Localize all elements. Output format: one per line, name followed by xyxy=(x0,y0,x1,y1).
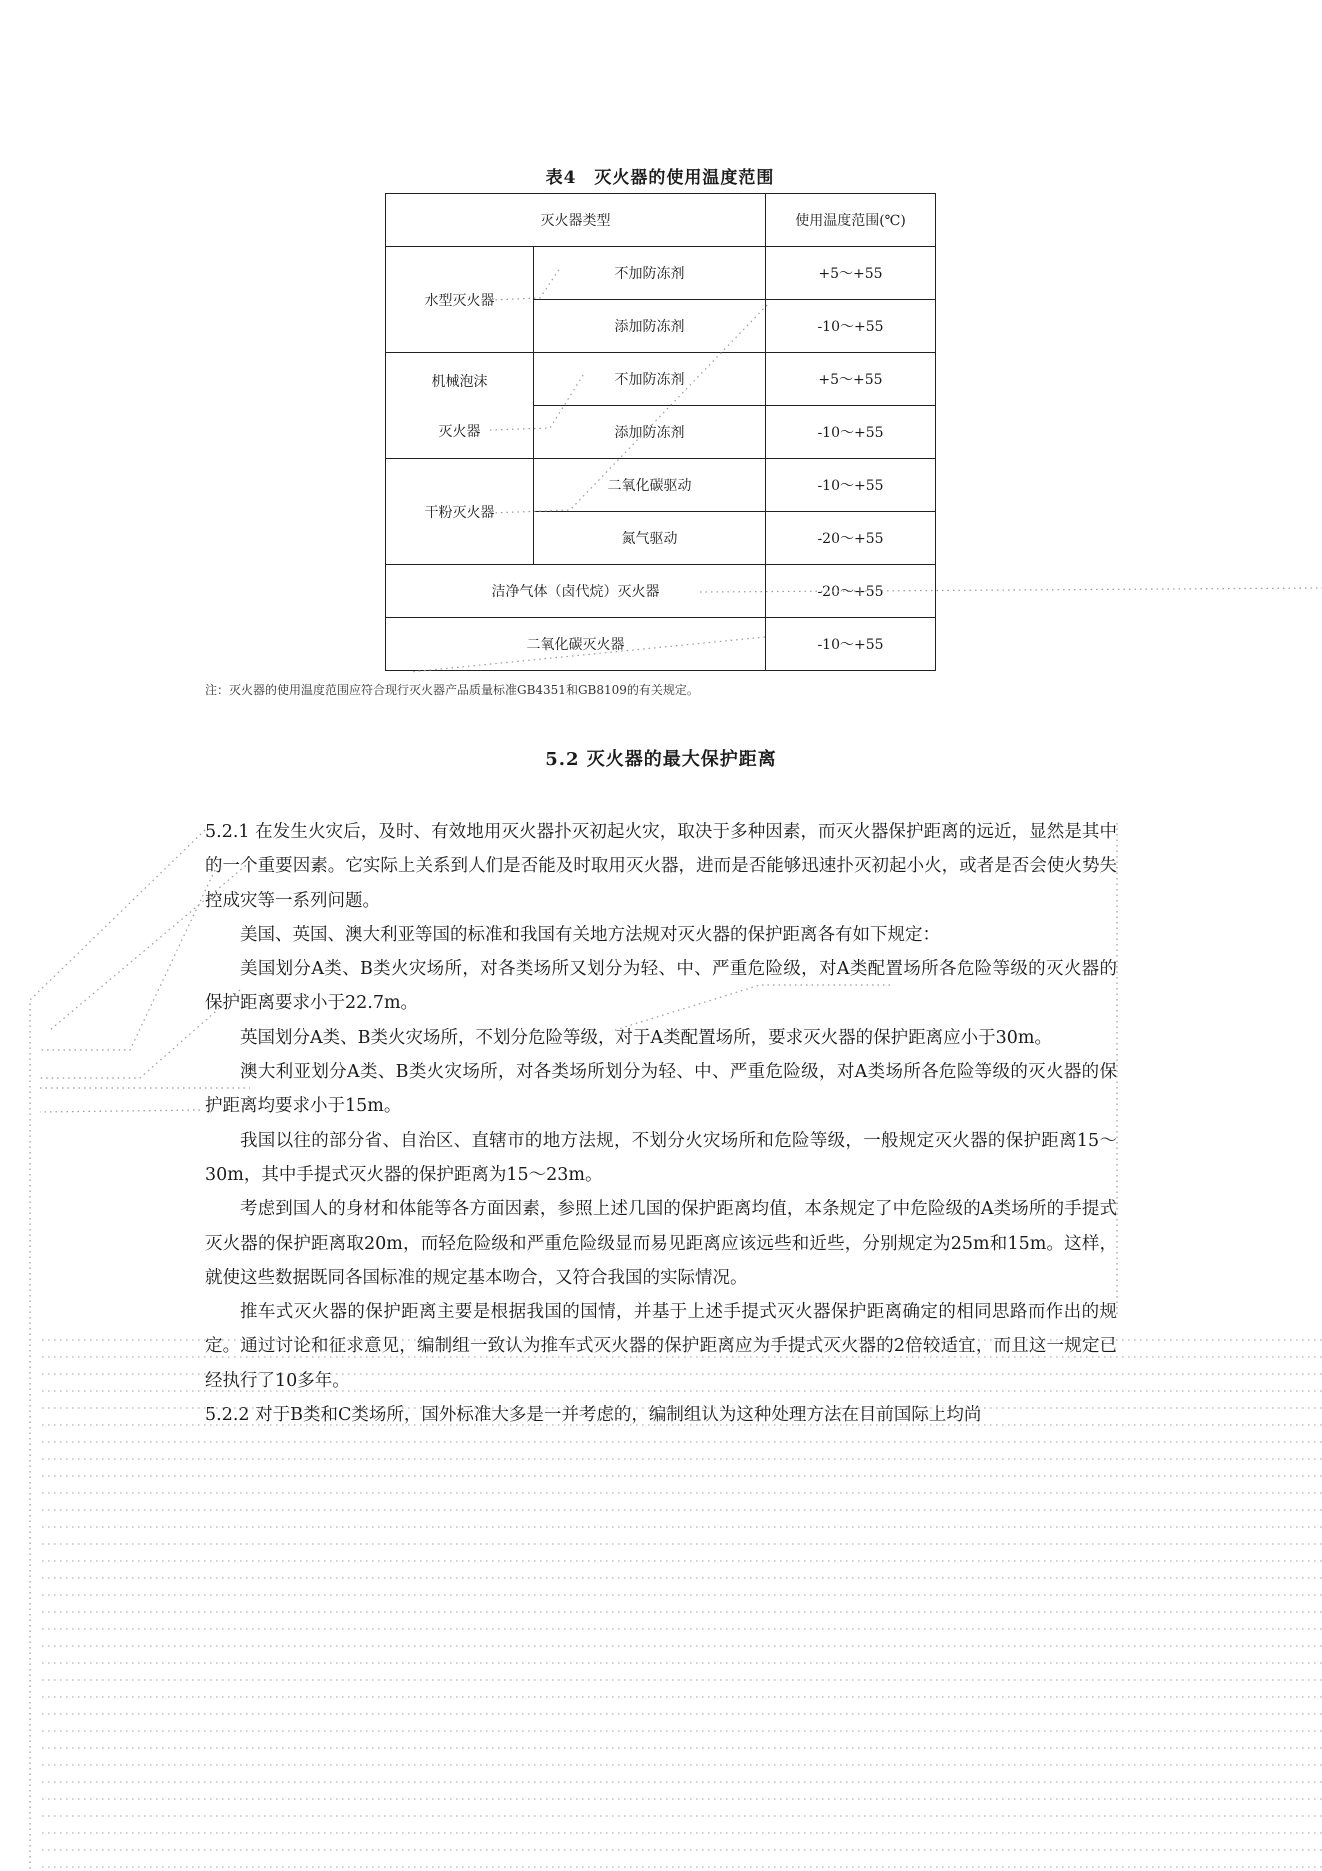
paragraph: 美国、英国、澳大利亚等国的标准和我国有关地方法规对灭火器的保护距离各有如下规定： xyxy=(240,924,940,945)
table-row xyxy=(386,247,936,300)
section-title: 5.2 灭火器的最大保护距离 xyxy=(545,749,777,770)
group-name: 水型灭火器 xyxy=(386,247,534,353)
sub-type: 氮气驱动 xyxy=(534,512,766,565)
temperature-range-table xyxy=(385,193,936,671)
sub-type: 添加防冻剂 xyxy=(534,406,766,459)
paragraph: 5.2.1 在发生火灾后，及时、有效地用灭火器扑灭初起火灾，取决于多种因素，而灭火器保护距离的远近，显然是其中的一个重要因素。它实际上关系到人们是否能及时取用灭火器，进而是否能够迅速扑灭初起小火，或者是否会使火势失控成灾等一系列问题。 xyxy=(205,822,1117,911)
temp-range: -10～+55 xyxy=(766,300,936,353)
temp-range: -10～+55 xyxy=(766,406,936,459)
sub-type: 不加防冻剂 xyxy=(534,353,766,406)
temp-range: -20～+55 xyxy=(766,565,936,618)
sub-type: 不加防冻剂 xyxy=(534,247,766,300)
paragraph: 考虑到国人的身材和体能等各方面因素，参照上述几国的保护距离均值，本条规定了中危险级的A类场所的手提式灭火器的保护距离取20m，而轻危险级和严重危险级显而易见距离应该远些和近些，分别规定为25m和15m。这样，就使这些数据既同各国标准的规定基本吻合，又符合我国的实际情况。 xyxy=(205,1199,1117,1288)
group-name-line: 机械泡沫 xyxy=(431,373,488,390)
wide-type: 洁净气体（卤代烷）灭火器 xyxy=(386,565,766,618)
group-name-line: 灭火器 xyxy=(438,423,481,440)
table-row xyxy=(386,459,936,512)
paragraph: 英国划分A类、B类火灾场所，不划分危险等级，对于A类配置场所，要求灭火器的保护距离应小于30m。 xyxy=(240,1027,1052,1048)
table-title: 表4 灭火器的使用温度范围 xyxy=(545,168,775,188)
table-row xyxy=(386,565,936,618)
paragraph: 澳大利亚划分A类、B类火灾场所，对各类场所划分为轻、中、严重危险级，对A类场所各危险等级的灭火器的保护距离均要求小于15m。 xyxy=(205,1062,1117,1117)
paragraph: 我国以往的部分省、自治区、直辖市的地方法规，不划分火灾场所和危险等级，一般规定灭火器的保护距离15～30m，其中手提式灭火器的保护距离为15～23m。 xyxy=(205,1130,1117,1185)
table-row xyxy=(386,618,936,671)
paragraph: 美国划分A类、B类火灾场所，对各类场所又划分为轻、中、严重危险级，对A类配置场所各危险等级的灭火器的保护距离要求小于22.7m。 xyxy=(205,959,1117,1014)
temp-range: +5～+55 xyxy=(766,353,936,406)
body-text xyxy=(205,815,1117,1432)
temp-range: -20～+55 xyxy=(766,512,936,565)
temp-range: -10～+55 xyxy=(766,618,936,671)
wide-type: 二氧化碳灭火器 xyxy=(386,618,766,671)
header-type: 灭火器类型 xyxy=(386,194,766,247)
temp-range: +5～+55 xyxy=(766,247,936,300)
paragraph: 推车式灭火器的保护距离主要是根据我国的国情，并基于上述手提式灭火器保护距离确定的相同思路而作出的规定。通过讨论和征求意见，编制组一致认为推车式灭火器的保护距离应为手提式灭火器的2倍较适宜，而且这一规定已经执行了10多年。 xyxy=(205,1302,1117,1391)
paragraph: 5.2.2 对于B类和C类场所，国外标准大多是一并考虑的，编制组认为这种处理方法在目前国际上均尚 xyxy=(205,1405,982,1426)
header-range: 使用温度范围(℃) xyxy=(766,194,936,247)
sub-type: 添加防冻剂 xyxy=(534,300,766,353)
sub-type: 二氧化碳驱动 xyxy=(534,459,766,512)
table-row xyxy=(386,353,936,406)
group-name: 干粉灭火器 xyxy=(386,459,534,565)
temp-range: -10～+55 xyxy=(766,459,936,512)
table-note: 注：灭火器的使用温度范围应符合现行灭火器产品质量标准GB4351和GB8109的有关规定。 xyxy=(205,683,699,697)
group-name xyxy=(386,353,534,459)
table-header-row xyxy=(386,194,936,247)
